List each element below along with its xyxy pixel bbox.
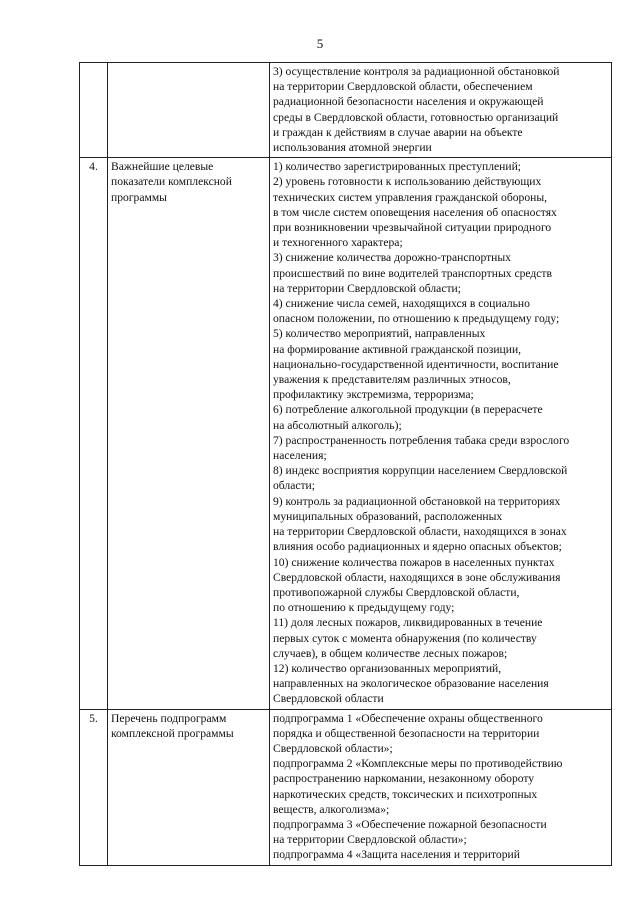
row-content-line: на абсолютный алкоголь);: [273, 418, 402, 432]
table-row: [80, 709, 612, 865]
row-content-line: национально-государственной идентичности, воспитание: [273, 357, 559, 371]
row-title-line: Важнейшие целевые: [111, 160, 214, 174]
row-content-line: подпрограмма 4 «Защита населения и территорий: [273, 848, 520, 862]
row-content-line: подпрограмма 1 «Обеспечение охраны общественного: [273, 711, 543, 725]
row-content-line: подпрограмма 3 «Обеспечение пожарной безопасности: [273, 817, 547, 831]
row-content-line: 2) уровень готовности к использованию действующих: [273, 175, 542, 189]
row-content-line: уважения к представителям различных этносов,: [273, 373, 511, 387]
row-content-line: на территории Свердловской области, находящихся в зонах: [273, 525, 567, 539]
row-number: [80, 63, 108, 158]
row-content-line: радиационной безопасности населения и окружающей: [273, 95, 544, 109]
row-content-line: по отношению к предыдущему году;: [273, 601, 455, 615]
row-content-line: среды в Свердловской области, готовностью организаций: [273, 110, 559, 124]
row-content-line: 11) доля лесных пожаров, ликвидированных в течение: [273, 616, 543, 630]
row-content-line: первых суток с момента обнаружения (по количеству: [273, 631, 537, 645]
row-content-line: на территории Свердловской области, обеспечением: [273, 80, 533, 94]
row-content-line: на формирование активной гражданской позиции,: [273, 342, 522, 356]
row-content-line: и граждан к действиям в случае аварии на объекте: [273, 125, 523, 139]
row-title: [108, 709, 270, 865]
row-content-line: 7) распространенность потребления табака среди взрослого: [273, 433, 570, 447]
row-content-line: 5) количество мероприятий, направленных: [273, 327, 486, 341]
row-content-line: Свердловской области, находящихся в зоне обслуживания: [273, 570, 561, 584]
row-number: 5.: [80, 709, 108, 865]
page-number: 5: [316, 36, 324, 51]
row-content-line: 9) контроль за радиационной обстановкой на территориях: [273, 494, 561, 508]
row-content-line: происшествий по вине водителей транспортных средств: [273, 266, 552, 280]
row-content: [270, 158, 612, 709]
row-content-line: 1) количество зарегистрированных преступлений;: [273, 160, 522, 174]
row-content-line: случаев), в общем количестве лесных пожаров;: [273, 646, 508, 660]
row-content-line: веществ, алкоголизма»;: [273, 802, 390, 816]
table-row: [80, 63, 612, 158]
row-content-line: 6) потребление алкогольной продукции (в перерасчете: [273, 403, 543, 417]
table-body: [80, 63, 612, 866]
row-content-line: 4) снижение числа семей, находящихся в социально: [273, 297, 530, 311]
row-title-line: программы: [111, 190, 167, 204]
row-content-line: 12) количество организованных мероприятий,: [273, 661, 502, 675]
row-content-line: в том числе систем оповещения населения об опасностях: [273, 205, 557, 219]
row-content-line: влияния особо радиационных и ядерно опасных объектов;: [273, 540, 562, 554]
row-content-line: области;: [273, 479, 315, 493]
row-content-line: 3) осуществление контроля за радиационной обстановкой: [273, 65, 560, 78]
row-content: [270, 709, 612, 865]
row-content-line: 3) снижение количества дорожно-транспортных: [273, 251, 511, 265]
row-title: [108, 63, 270, 158]
row-content-line: профилактику экстремизма, терроризма;: [273, 388, 474, 402]
row-content-line: Свердловской области»;: [273, 741, 393, 755]
row-content-line: на территории Свердловской области»;: [273, 833, 467, 847]
row-content: [270, 63, 612, 158]
row-content-line: и техногенного характера;: [273, 236, 403, 250]
row-content-line: противопожарной службы Свердловской области,: [273, 585, 520, 599]
row-title-line: Перечень подпрограмм: [111, 711, 227, 725]
row-content-line: 10) снижение количества пожаров в населенных пунктах: [273, 555, 555, 569]
programme-passport-table: [79, 62, 612, 866]
row-content-line: технических систем управления гражданской обороны,: [273, 190, 548, 204]
row-number: 4.: [80, 158, 108, 709]
row-content-line: на территории Свердловской области;: [273, 281, 461, 295]
table-row: [80, 158, 612, 709]
row-content-line: порядка и общественной безопасности на территории: [273, 726, 540, 740]
row-content-line: распространению наркомании, незаконному обороту: [273, 772, 535, 786]
row-content-line: 8) индекс восприятия коррупции населением Свердловской: [273, 464, 568, 478]
row-content-line: использования атомной энергии: [273, 141, 432, 155]
row-content-line: муниципальных образований, расположенных: [273, 509, 503, 523]
row-content-line: наркотических средств, токсических и психотропных: [273, 787, 538, 801]
row-content-line: направленных на экологическое образование населения: [273, 677, 549, 691]
row-content-line: подпрограмма 2 «Комплексные меры по противодействию: [273, 757, 563, 771]
row-content-line: при возникновении чрезвычайной ситуации природного: [273, 221, 552, 235]
row-content-line: опасном положении, по отношению к предыдущему году;: [273, 312, 560, 326]
row-title-line: показатели комплексной: [111, 175, 232, 189]
row-content-line: Свердловской области: [273, 692, 384, 706]
row-title: [108, 158, 270, 709]
row-content-line: населения;: [273, 449, 327, 463]
row-title-line: комплексной программы: [111, 726, 234, 740]
